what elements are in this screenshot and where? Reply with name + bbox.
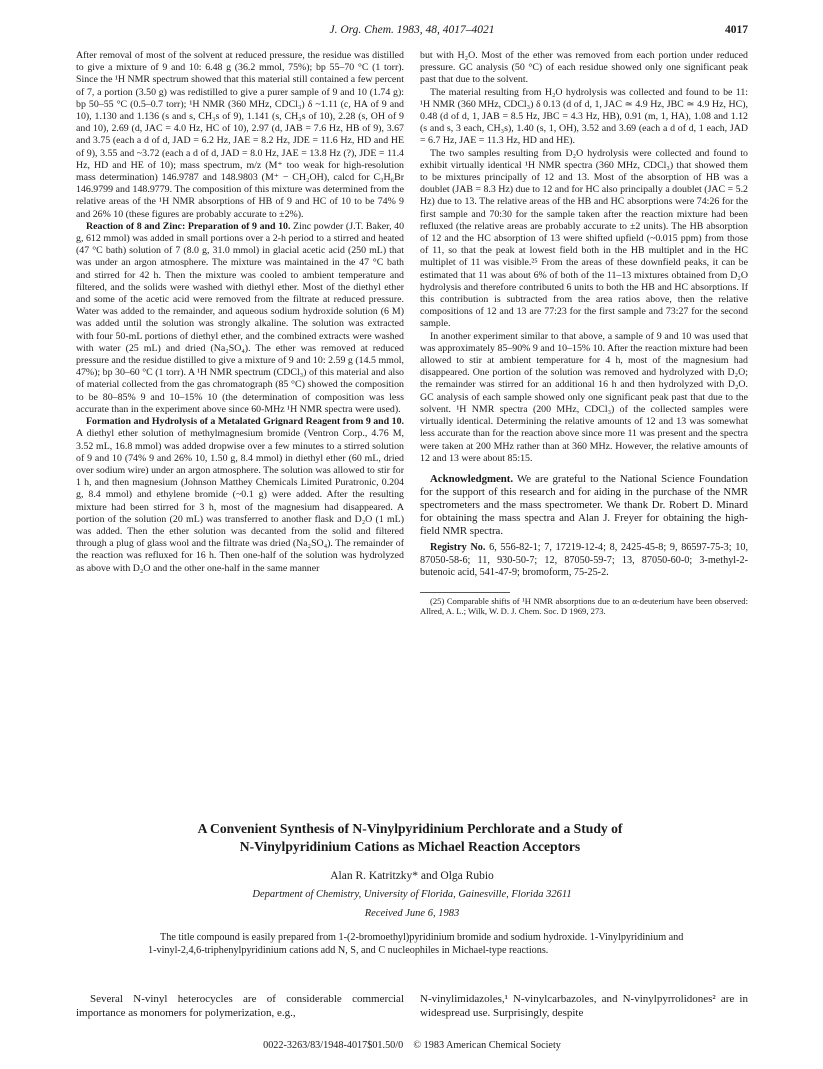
affiliation: Department of Chemistry, University of Florida, Gainesville, Florida 32611 bbox=[252, 889, 572, 900]
registry-heading: Registry No. bbox=[430, 541, 486, 553]
page-number: 4017 bbox=[725, 24, 748, 36]
right-column bbox=[420, 50, 748, 617]
section-heading: Reaction of 8 and Zinc: Preparation of 9 and 10. bbox=[86, 220, 291, 232]
paragraph-text: Zinc powder (J.T. Baker, 40 g, 612 mmol) was added in small portions over a 2-h period to a stirred and heated (47 °C bath) solution of 7 (8.0 g, 31.0 mmol) in glacial acetic acid (250 mL) that was under an argon atmosphere. The mixture was maintained in the 47 °C bath and stirred for 42 h. Then the mixture was cooled to ambient temperature and filtered, and the solids were washed with diethyl ether. Most of the diethyl ether and some of the acetic acid were removed from the filtrate at reduced pressure. Water was added to the remainder, and aqueous sodium hydroxide solution (6 M) was added until the solution was strongly alkaline. The solution was extracted with four 50-mL portions of diethyl ether, and the combined extracts were washed with water (25 mL) and dried (Na₂SO₄). The ether was removed at reduced pressure and the residue distilled to give a mixture of 9 and 10: 2.59 g (14.5 mmol, 47%); bp 30–60 °C (1 torr). A ¹H NMR spectrum (CDCl₃) of this material and also of material collected from the gas chromatograph (85 °C) showed the composition to be 80–85% 9 and 10–15% 10 (the determination of composition was less accurate than in the experiment above since 60-MHz ¹H NMR spectra were used). bbox=[76, 220, 405, 415]
copyright: © 1983 American Chemical Society bbox=[413, 1040, 561, 1051]
registry-numbers bbox=[420, 542, 748, 580]
footnote-divider bbox=[420, 592, 510, 593]
title-line: A Convenient Synthesis of N-Vinylpyridinium Perchlorate and a Study of bbox=[197, 821, 623, 836]
page-footer bbox=[76, 1040, 748, 1051]
registry-text: 6, 556-82-1; 7, 17219-12-4; 8, 2425-45-8; 9, 86597-75-3; 10, 87050-58-6; 11, 930-50-7; 12, 87050-59-7; 13, 87050-60-0; 3-methyl-2-butenoic acid, 541-47-9; bromoform, 75-25-2. bbox=[420, 541, 748, 579]
running-header bbox=[76, 24, 748, 40]
section-heading: Formation and Hydrolysis of a Metalated Grignard Reagent from 9 and 10. bbox=[86, 416, 404, 428]
paragraph: After removal of most of the solvent at reduced pressure, the residue was distilled to give a mixture of 9 and 10: 6.48 g (36.2 mmol, 75%); bp 55–70 °C (1 torr). Since the ¹H NMR spectrum showed that this material still contained a few percent of 7, a portion (3.50 g) was redistilled to give a purer sample of 9 and 10 (1.74 g): bp 50–55 °C (0.5–0.7 torr); ¹H NMR (360 MHz, CDCl₃) δ ~1.11 (c, HA of 9 and 10), 1.130 and 1.136 (s and s, CH₃s of 9), 1.141 (s, CH₃s of 10), 2.28 (s, OH of 9 and 10), 2.69 (d, JAC = 4.0 Hz, HC of 10), 2.97 (d, JAB = 7.6 Hz, HB of 9), 3.67 and 3.75 (each a d of d, JAD = 6.2 Hz, JAE = 8.2 Hz, JDE = 11.6 Hz, HD and HE of 9), 3.55 and ~3.72 (each a d of d, JAD = 8.0 Hz, JAE = 13.8 Hz (?), JDE = 11.4 Hz, HD and HE of 10); mass spectrum, m/z (M⁺ too weak for high-resolution mass determination) 146.9787 and 148.9803 (M⁺ − CH₂OH), calcd for C₃H₆Br 146.9799 and 148.9779. The composition of this mixture was determined from the relative areas of the ¹H NMR absorptions of HB of 9 and HC of 10 to be 74% 9 and 26% 10 (these figures are probably accurate to ±2%). bbox=[76, 50, 404, 220]
received-date: Received June 6, 1983 bbox=[364, 908, 460, 919]
footnote: (25) Comparable shifts of ¹H NMR absorptions due to an α-deuterium have been observed: Allred, A. L.; Wilk, W. D. J. Chem. Soc. D 1969, 273. bbox=[420, 595, 748, 617]
paragraph: but with H₂O. Most of the ether was removed from each portion under reduced pressure. GC analysis (50 °C) of each residue showed only one significant peak past that due to the solvent. bbox=[420, 50, 748, 86]
paragraph bbox=[76, 416, 404, 575]
paragraph: The two samples resulting from D₂O hydrolysis were collected and found to exhibit virtually identical ¹H NMR spectra (360 MHz, CDCl₃) that showed them to be mixtures principally of 12 and 13. Most of the absorption of HB was a doublet (JAB = 8.3 Hz) due to 12 and for HC also principally a doublet (JAC = 5.2 Hz) due to 13. The relative areas of the HB and HC absorptions were 74:26 for the first sample and 70:30 for the sample taken after the reaction mixture had been refluxed (the relative areas are probably accurate to ±2 units). The HB absorption of 12 and the HC absorption of 13 were shifted upfield (~0.015 ppm) from those of 11, so that the peak at lowest field both in the HB multiplet and in the HC multiplet of 11 was visible.²⁵ From the areas of these downfield peaks, it can be estimated that 11 was about 6% of both of the 11–13 mixtures obtained from D₂O hydrolysis and therefore contributed 6 units to both the HB and HC absorptions. If this contribution is subtracted from the area ratios above, then the relative compositions of 12 and 13 are 77:23 for the first sample and 73:27 for the second sample. bbox=[420, 147, 748, 330]
paragraph: In another experiment similar to that above, a sample of 9 and 10 was used that was approximately 85–90% 9 and 10–15% 10. After the reaction mixture had been allowed to stir at ambient temperature for 4 h, most of the magnesium had disappeared. One portion of the solution was removed and hydrolyzed with D₂O; the remainder was stirred for an additional 16 h and then hydrolyzed with D₂O. GC analysis of each sample showed only one significant peak past that due to the solvent. ¹H NMR spectra (200 MHz, CDCl₃) of the collected samples were virtually identical. Determining the relative amounts of 12 and 13 was somewhat less accurate than for the reaction above since more 11 was present and the spectra were taken at 200 MHz rather than at 360 MHz. However, the relative amounts of 12 and 13 were about 85:15. bbox=[420, 330, 748, 464]
authors: Alan R. Katritzky* and Olga Rubio bbox=[330, 870, 494, 882]
acknowledgment-text: We are grateful to the National Science Foundation for the support of this research and for aiding in the purchase of the NMR spectrometers and the mass spectrometer. We thank Dr. Robert D. Minard for obtaining the mass spectra and Alan J. Freyer for obtaining the high-field NMR spectra. bbox=[420, 472, 748, 537]
paragraph bbox=[76, 221, 404, 416]
intro-left: Several N-vinyl heterocycles are of considerable commercial importance as monomers for polymerization, e.g., bbox=[76, 993, 404, 1019]
journal-citation: J. Org. Chem. 1983, 48, 4017–4021 bbox=[329, 24, 495, 36]
paragraph-text: A diethyl ether solution of methylmagnesium bromide (Ventron Corp., 4.76 M, 3.52 mL, 16.8 mmol) was added dropwise over a few minutes to a stirred solution of 9 and 10 (74% 9 and 26% 10, 1.50 g, 8.4 mmol) in diethyl ether (60 mL, dried over sodium wire) under an argon atmosphere. The solution was allowed to stir for 1 h, and then magnesium (Johnson Matthey Chemicals Limited Puratronic, 0.204 g, 8.4 mmol) and ethylene bromide (~0.1 g) were added. After the resulting mixture had been stirred for 3 h, most of the magnesium had disappeared. A portion of the solution (20 mL) was transferred to another flask and D₂O (1 mL) was added. Then the ether solution was decanted from the solid and filtered through a plug of glass wool and the filtrate was dried (Na₂SO₄). The remainder of the reaction was refluxed for 16 h. Then one-half of the solution was hydrolyzed as above with D₂O and the other one-half in the same manner bbox=[76, 428, 404, 574]
article-title bbox=[90, 820, 730, 856]
intro-right: N-vinylimidazoles,¹ N-vinylcarbazoles, and N-vinylpyrrolidones² are in widespread use. Surprisingly, despite bbox=[420, 993, 748, 1019]
acknowledgment bbox=[420, 473, 748, 538]
left-column bbox=[76, 50, 404, 575]
title-line: N-Vinylpyridinium Cations as Michael Reaction Acceptors bbox=[239, 839, 581, 854]
body-columns bbox=[76, 50, 748, 778]
paragraph: The material resulting from H₂O hydrolysis was collected and found to be 11: ¹H NMR (360 MHz, CDCl₃) δ 0.13 (d of d, 1, JAC ≃ 4.9 Hz, JBC ≃ 4.9 Hz, HC), 0.48 (d of d, 1, JAB = 8.5 Hz, JBC = 4.3 Hz, HB), 0.91 (m, 1, HA), 1.08 and 1.12 (s and s, 3 each, CH₃s), 1.40 (s, 1, OH), 3.52 and 3.69 (each a d of d, 1 each, JAD = 6.7 Hz, JAE = 11.3 Hz, HD and HE). bbox=[420, 86, 748, 147]
acknowledgment-heading: Acknowledgment. bbox=[430, 472, 514, 485]
article-code: 0022-3263/83/1948-4017$01.50/0 bbox=[263, 1040, 404, 1051]
abstract: The title compound is easily prepared from 1-(2-bromoethyl)pyridinium bromide and sodium hydroxide. 1-Vinylpyridinium and 1-vinyl-2,4,6-triphenylpyridinium cations add N, S, and C nucleophiles in Michael-type reactions. bbox=[148, 932, 684, 956]
